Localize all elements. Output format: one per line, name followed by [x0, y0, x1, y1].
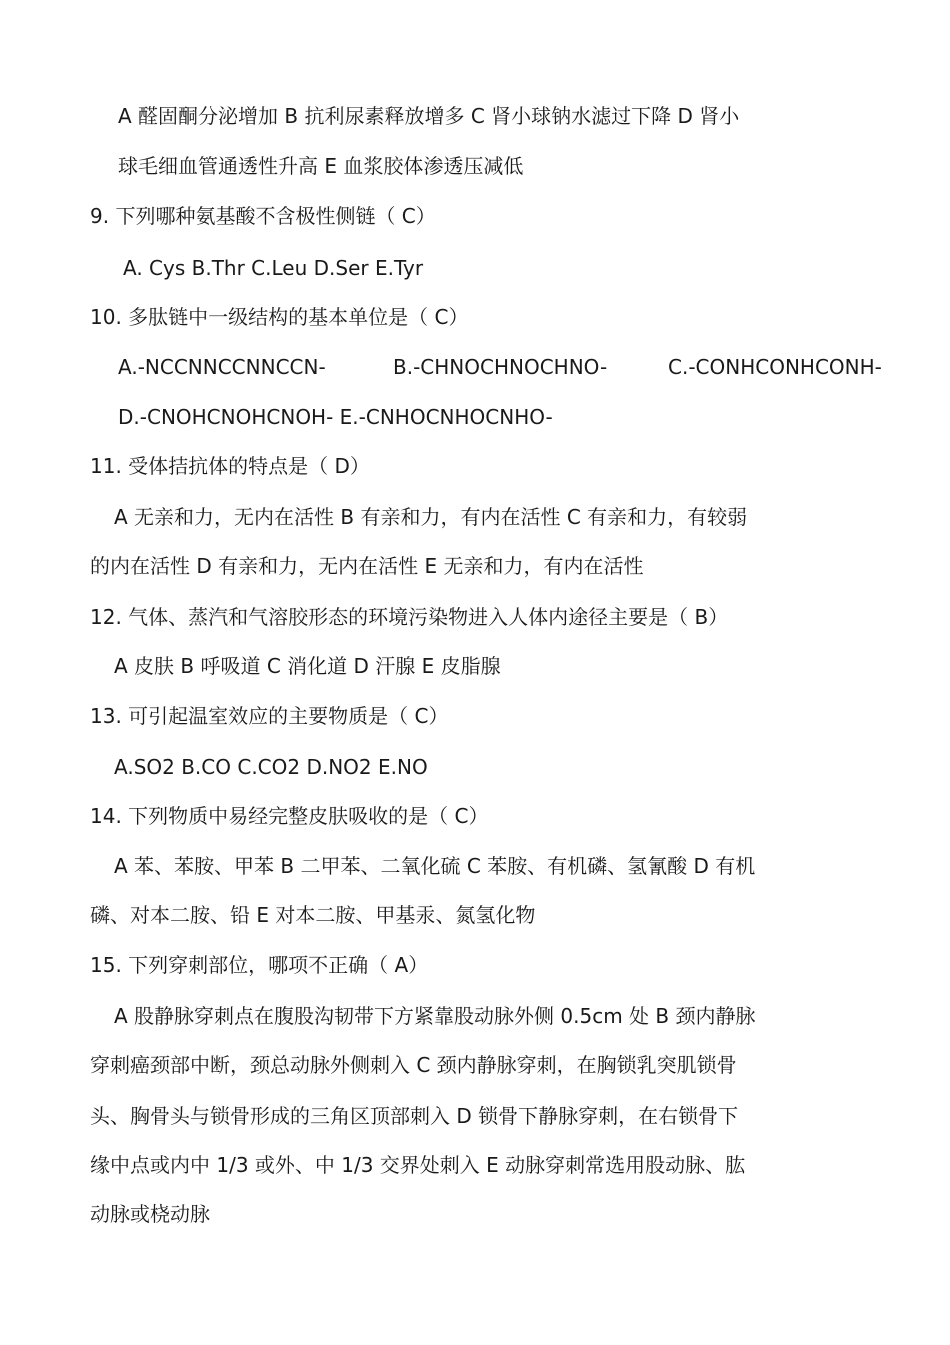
- text-line: A. Cys B.Thr C.Leu D.Ser E.Tyr: [123, 256, 424, 280]
- question-11: 11. 受体拮抗体的特点是（ D）: [90, 454, 370, 478]
- question-12: 12. 气体、蒸汽和气溶胶形态的环境污染物进入人体内途径主要是（ B）: [90, 605, 729, 629]
- text-line: D.-CNOHCNOHCNOH- E.-CNHOCNHOCNHO-: [118, 405, 553, 429]
- question-9: 9. 下列哪种氨基酸不含极性侧链（ C）: [90, 204, 436, 228]
- question-14: 14. 下列物质中易经完整皮肤吸收的是（ C）: [90, 804, 489, 828]
- question-10: 10. 多肽链中一级结构的基本单位是（ C）: [90, 305, 469, 329]
- text-line: A 股静脉穿刺点在腹股沟韧带下方紧靠股动脉外侧 0.5cm 处 B 颈内静脉: [114, 1004, 756, 1028]
- text-line: 头、胸骨头与锁骨形成的三角区顶部刺入 D 锁骨下静脉穿刺，在右锁骨下: [90, 1104, 739, 1128]
- text-line: C.-CONHCONHCONH-: [668, 355, 882, 379]
- text-line: A 无亲和力，无内在活性 B 有亲和力，有内在活性 C 有亲和力，有较弱: [114, 505, 748, 529]
- text-line: 缘中点或内中 1/3 或外、中 1/3 交界处刺入 E 动脉穿刺常选用股动脉、肱: [90, 1153, 746, 1177]
- text-line: A 醛固酮分泌增加 B 抗利尿素释放增多 C 肾小球钠水滤过下降 D 肾小: [118, 104, 740, 128]
- text-line: A 皮肤 B 呼吸道 C 消化道 D 汗腺 E 皮脂腺: [114, 654, 501, 678]
- text-line: 的内在活性 D 有亲和力，无内在活性 E 无亲和力，有内在活性: [90, 554, 644, 578]
- text-line: 球毛细血管通透性升高 E 血浆胶体渗透压减低: [118, 154, 524, 178]
- text-line: 动脉或桡动脉: [90, 1202, 210, 1226]
- text-line: 穿刺癌颈部中断，颈总动脉外侧刺入 C 颈内静脉穿刺，在胸锁乳突肌锁骨: [90, 1053, 737, 1077]
- question-15: 15. 下列穿刺部位，哪项不正确（ A）: [90, 953, 429, 977]
- text-line: B.-CHNOCHNOCHNO-: [393, 355, 608, 379]
- question-13: 13. 可引起温室效应的主要物质是（ C）: [90, 704, 449, 728]
- text-line: A.SO2 B.CO C.CO2 D.NO2 E.NO: [114, 755, 428, 779]
- text-line: A.-NCCNNCCNNCCN-: [118, 355, 326, 379]
- text-line: 磷、对本二胺、铅 E 对本二胺、甲基汞、氮氢化物: [90, 903, 536, 927]
- text-line: A 苯、苯胺、甲苯 B 二甲苯、二氧化硫 C 苯胺、有机磷、氢氰酸 D 有机: [114, 854, 756, 878]
